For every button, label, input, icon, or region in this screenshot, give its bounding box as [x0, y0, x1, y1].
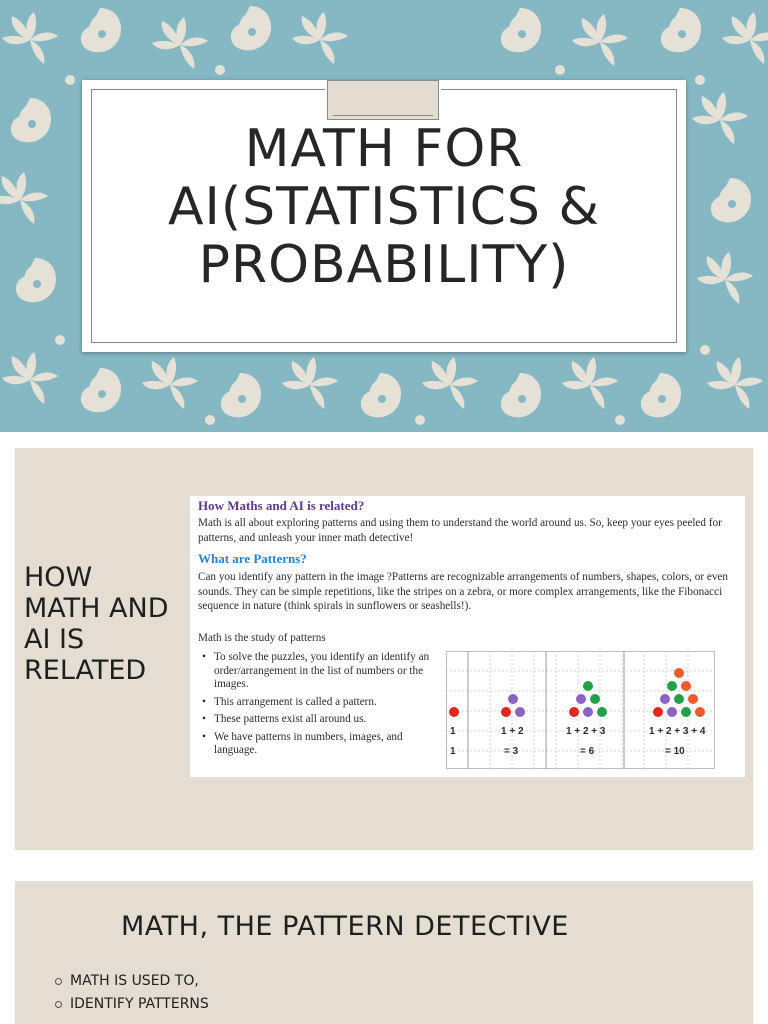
green-dot: [590, 694, 600, 704]
orange-dot: [674, 668, 684, 678]
textbook-excerpt: [190, 496, 745, 777]
slide-heading: MATH, THE PATTERN DETECTIVE: [121, 911, 569, 942]
purple-dot: [515, 707, 525, 717]
figure-label: 1 + 2: [501, 726, 524, 737]
excerpt-paragraph: Math is all about exploring patterns and using them to understand the world around us. So, keep your eyes peeled for patterns, and unleash your inner math detective!: [198, 517, 722, 544]
side-title-line: HOW: [24, 562, 93, 593]
red-dot: [653, 707, 663, 717]
slide-title-line: AI(STATISTICS &: [167, 177, 601, 237]
list-item: [55, 973, 209, 989]
pattern-detective-slide: [15, 881, 753, 1024]
figure-label: 1 + 2 + 3: [566, 726, 606, 737]
bullet-icon: [55, 978, 62, 985]
purple-dot: [508, 694, 518, 704]
slide-title-line: MATH FOR: [244, 119, 524, 179]
figure-label: = 3: [504, 746, 519, 757]
bullet-list: [55, 973, 209, 1019]
purple-dot: [576, 694, 586, 704]
red-dot: [449, 707, 459, 717]
title-card-tab: [325, 80, 441, 122]
side-title: [24, 562, 194, 686]
green-dot: [681, 707, 691, 717]
title-card: [82, 80, 686, 352]
orange-dot: [681, 681, 691, 691]
side-title-line: AI IS: [24, 624, 85, 655]
figure-label: = 6: [580, 746, 595, 757]
figure-label: 1: [450, 746, 456, 757]
excerpt-bullet-list: [200, 651, 440, 762]
list-item: • This arrangement is called a pattern.: [200, 696, 440, 710]
list-item: • To solve the puzzles, you identify an identify an order/arrangement in the list of numbers or the images.: [200, 651, 440, 692]
figure-label: = 10: [665, 746, 685, 757]
side-title-line: MATH AND: [24, 593, 169, 624]
side-title-line: RELATED: [24, 655, 147, 686]
orange-dot: [695, 707, 705, 717]
figure-label: 1 + 2 + 3 + 4: [649, 726, 706, 737]
excerpt-paragraph: Can you identify any pattern in the image ?Patterns are recognizable arrangements of numbers, shapes, colors, or even sounds. They can be simple repetitions, like the stripes on a zebra, or more complex arrangements, like the Fibonacci sequence in nature (think spirals in sunflowers or seashells!).: [198, 571, 728, 612]
how-math-ai-slide: [15, 448, 753, 850]
slide-title: [102, 120, 666, 294]
green-dot: [583, 681, 593, 691]
green-dot: [667, 681, 677, 691]
bullet-icon: [55, 1001, 62, 1008]
green-dot: [597, 707, 607, 717]
triangular-numbers-figure: [446, 651, 715, 769]
purple-dot: [583, 707, 593, 717]
excerpt-subheading: What are Patterns?: [198, 551, 307, 566]
list-item: • These patterns exist all around us.: [200, 713, 440, 727]
excerpt-heading: How Maths and AI is related?: [198, 498, 365, 513]
purple-dot: [660, 694, 670, 704]
list-item-text: MATH IS USED TO,: [70, 973, 199, 989]
red-dot: [569, 707, 579, 717]
purple-dot: [667, 707, 677, 717]
list-item: [55, 996, 209, 1012]
figure-label: 1: [450, 726, 456, 737]
list-item-text: IDENTIFY PATTERNS: [70, 996, 209, 1012]
excerpt-paragraph: Math is the study of patterns: [198, 632, 326, 644]
green-dot: [674, 694, 684, 704]
title-slide: [0, 0, 768, 432]
orange-dot: [688, 694, 698, 704]
slide-title-line: PROBABILITY): [198, 235, 570, 295]
red-dot: [501, 707, 511, 717]
list-item: • We have patterns in numbers, images, and language.: [200, 731, 440, 758]
